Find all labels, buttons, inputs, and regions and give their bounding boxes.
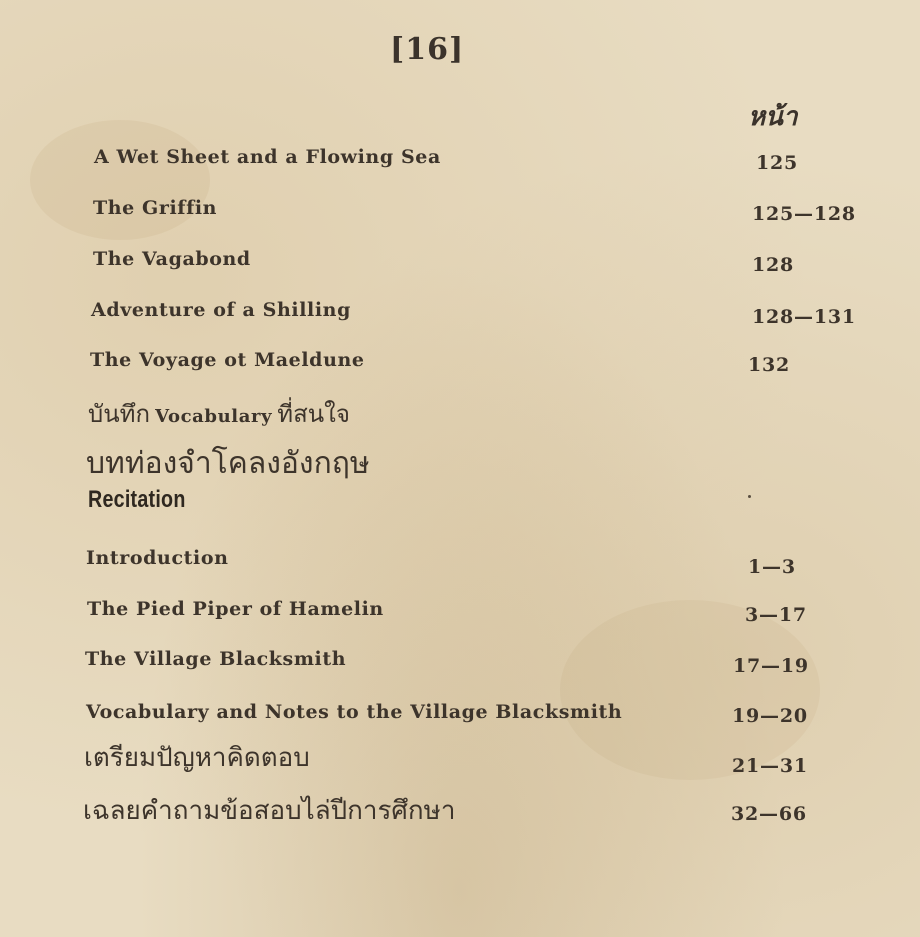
recitation-heading: Recitation (88, 486, 186, 513)
toc-entry-pages: 17—19 (733, 655, 809, 677)
toc-entry-title: The Vagabond (93, 248, 251, 270)
toc-entry-title: Vocabulary and Notes to the Village Blacksmith (86, 701, 623, 723)
toc-entry-pages: 132 (748, 354, 791, 376)
toc-entry-pages: 3—17 (745, 604, 807, 626)
toc-entry-pages: 125 (756, 152, 799, 174)
toc-entry-title: A Wet Sheet and a Flowing Sea (94, 146, 441, 168)
toc-entry-title: The Voyage ot Maeldune (90, 349, 365, 371)
paper-stain (560, 600, 820, 780)
vocabulary-note (88, 394, 350, 433)
toc-entry-pages: 128—131 (752, 306, 856, 328)
toc-entry-pages: 125—128 (752, 203, 856, 225)
toc-entry-pages: 1—3 (748, 556, 796, 578)
thai-toc-entry-title: เตรียมปัญหาคิดตอบ (84, 743, 310, 773)
paper-stain (30, 120, 210, 240)
thai-section-heading: บทท่องจำโคลงอังกฤษ (86, 446, 370, 481)
toc-entry-title: Adventure of a Shilling (91, 299, 351, 321)
toc-entry-pages: 21—31 (732, 755, 808, 777)
toc-entry-title: The Village Blacksmith (85, 648, 347, 670)
stray-dot (748, 495, 751, 498)
toc-entry-pages: 128 (752, 254, 795, 276)
page-column-header: หน้า (748, 102, 798, 132)
toc-entry-pages: 19—20 (732, 705, 808, 727)
vocabulary-note-suffix: ที่สนใจ (277, 400, 350, 428)
vocabulary-note-prefix: บันทึก (88, 400, 150, 428)
toc-entry-title: The Griffin (93, 197, 218, 219)
page-number: [16] (390, 32, 465, 67)
toc-entry-title: Introduction (86, 547, 229, 569)
toc-entry-title: The Pied Piper of Hamelin (87, 598, 384, 620)
thai-toc-entry-title: เฉลยคำถามข้อสอบไล่ปีการศึกษา (83, 796, 456, 826)
toc-entry-pages: 32—66 (731, 803, 807, 825)
vocabulary-note-middle: Vocabulary (155, 406, 273, 427)
